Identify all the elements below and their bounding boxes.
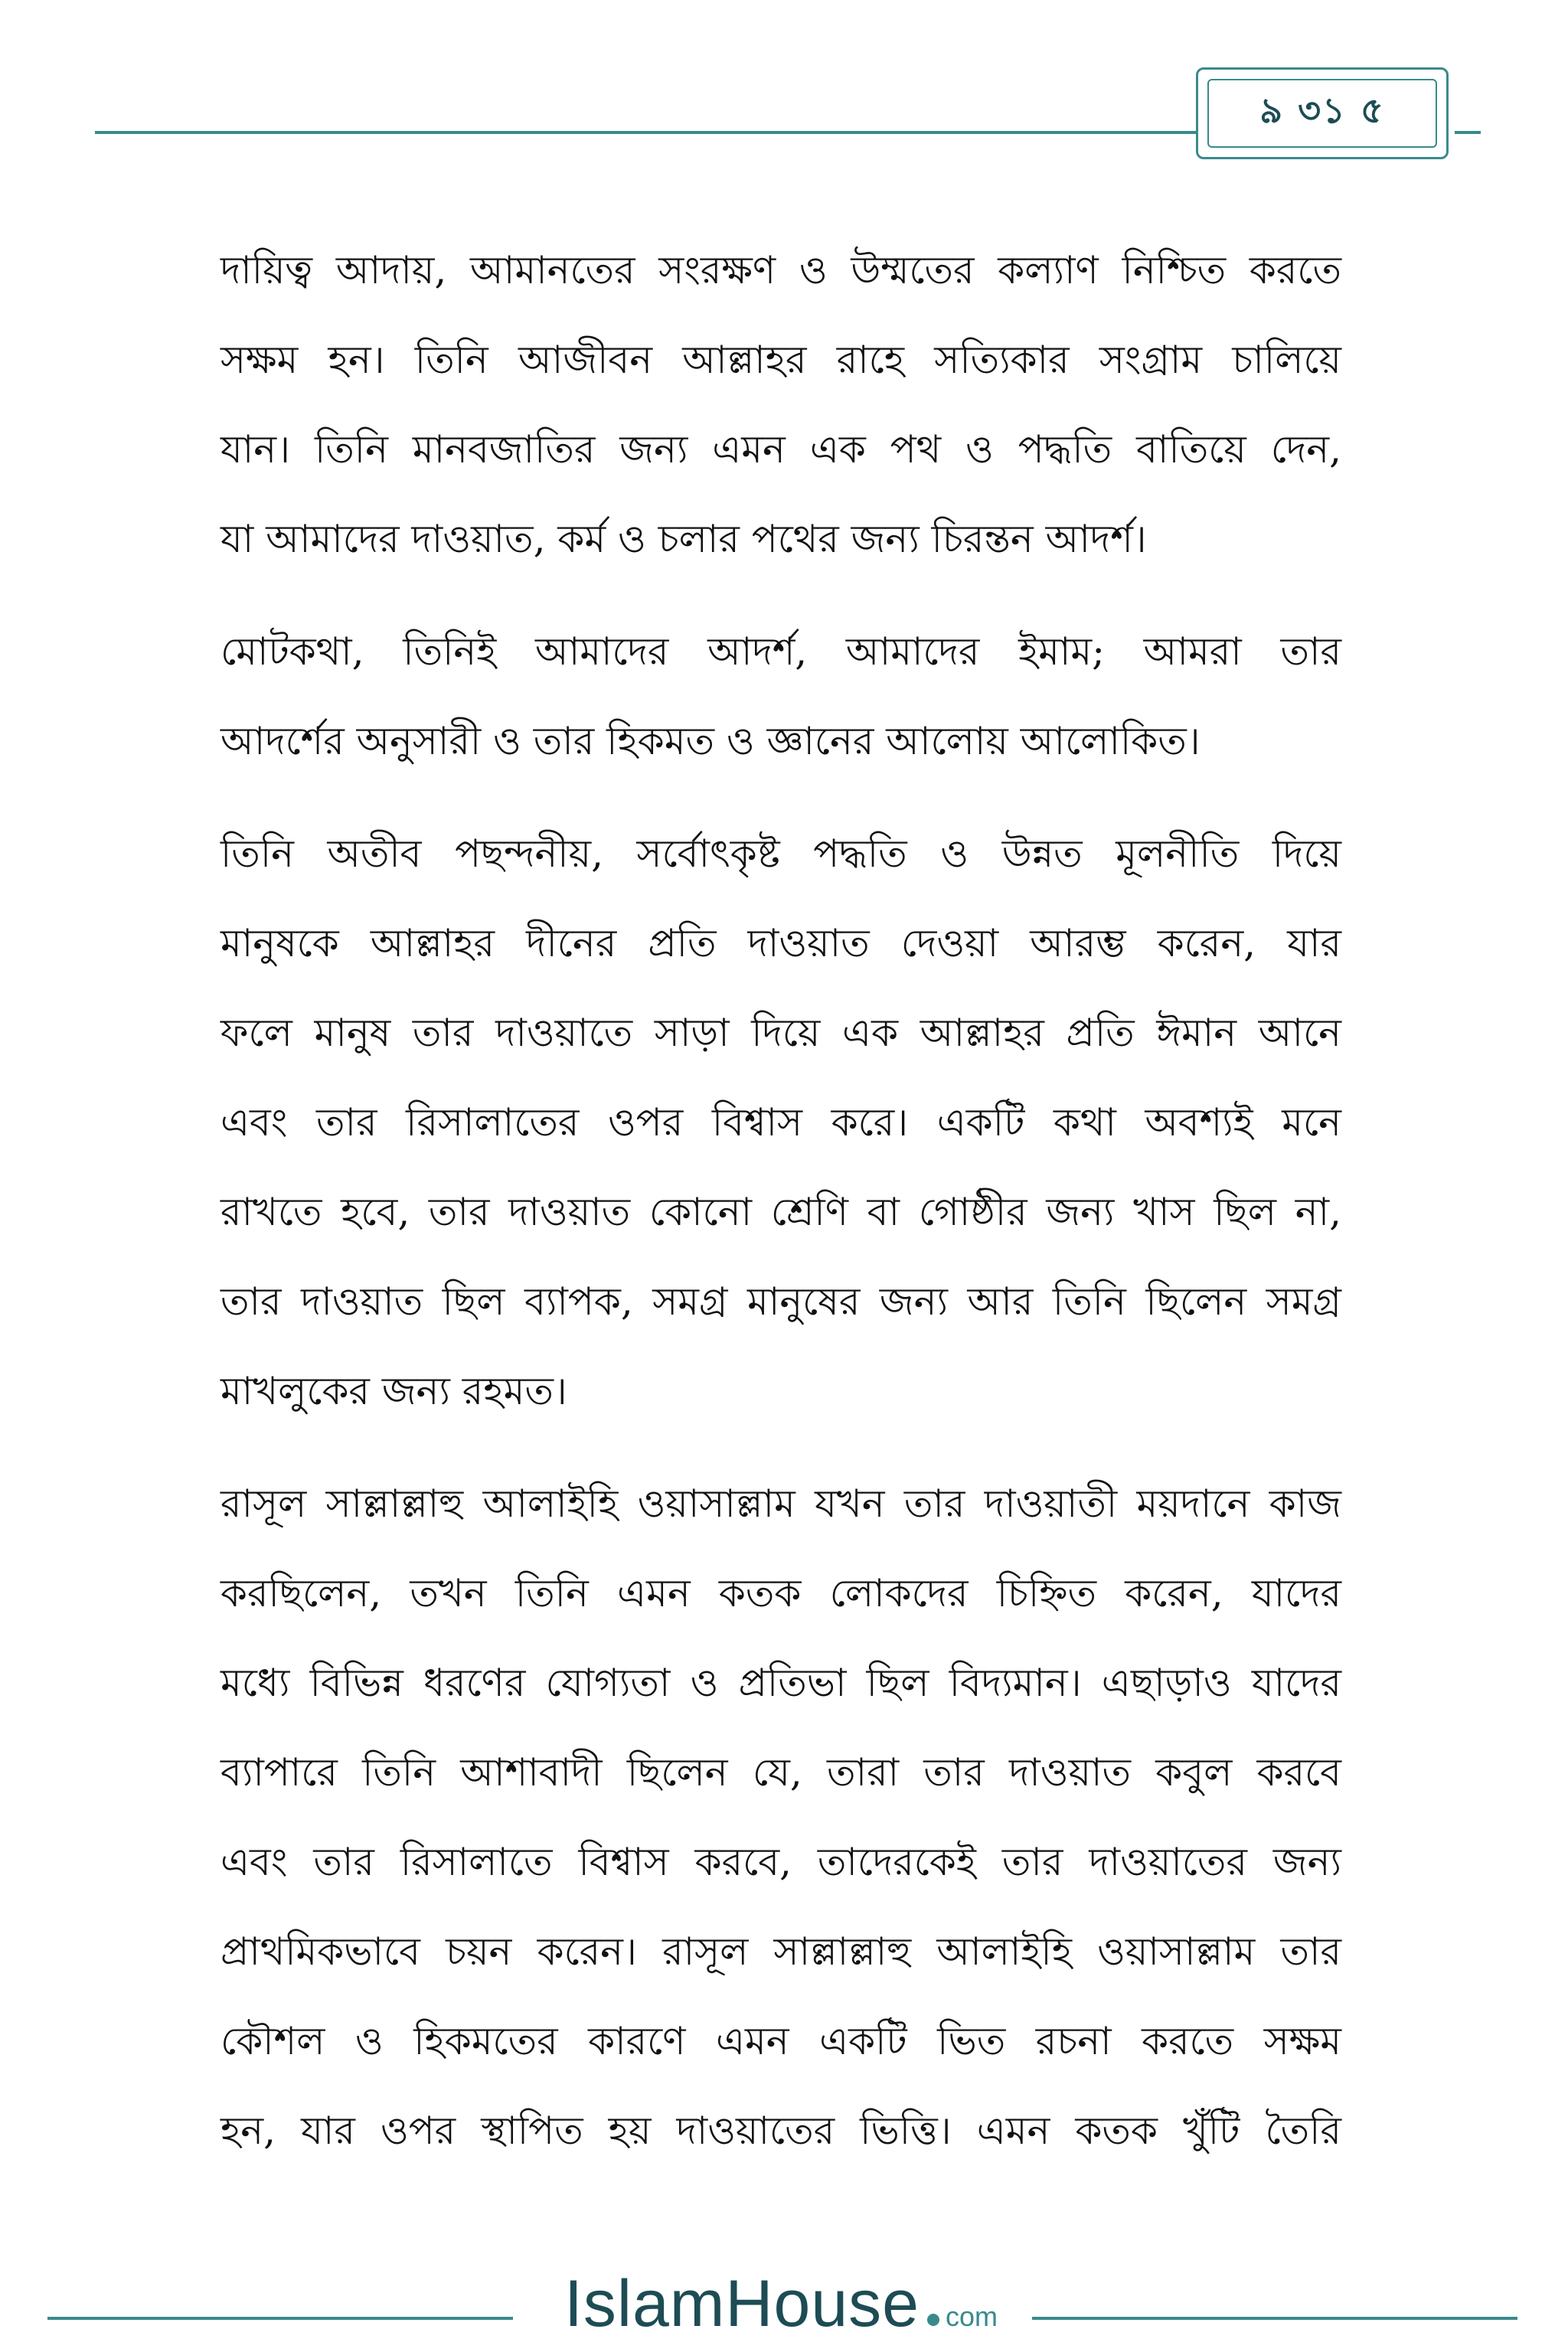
header-rule-right — [1455, 131, 1481, 134]
header-rule-left — [95, 131, 1197, 134]
paragraph-2 — [220, 607, 1341, 786]
text-line: কৌশল ও হিকমতের কারণে এমন একটি ভিত রচনা করতে সক্ষম — [220, 2019, 1341, 2063]
text-line: এবং তার রিসালাতে বিশ্বাস করবে, তাদেরকেই তার দাওয়াতের জন্য — [220, 1840, 1341, 1884]
text-line: আদর্শের অনুসারী ও তার হিকমত ও জ্ঞানের আলোয় আলোকিত। — [220, 719, 1200, 763]
islamhouse-logo — [536, 2266, 1026, 2343]
text-line: রাসূল সাল্লাল্লাহু আলাইহি ওয়াসাল্লাম যখন তার দাওয়াতী ময়দানে কাজ — [220, 1481, 1341, 1526]
text-line: দায়িত্ব আদায়, আমানতের সংরক্ষণ ও উম্মতের কল্যাণ নিশ্চিত করতে — [220, 248, 1341, 292]
text-line: যা আমাদের দাওয়াত, কর্ম ও চলার পথের জন্য চিরন্তন আদর্শ। — [220, 517, 1147, 561]
text-line: মধ্যে বিভিন্ন ধরণের যোগ্যতা ও প্রতিভা ছিল বিদ্যমান। এছাড়াও যাদের — [220, 1661, 1341, 1705]
text-line: প্রাথমিকভাবে চয়ন করেন। রাসূল সাল্লাল্লাহু আলাইহি ওয়াসাল্লাম তার — [220, 1929, 1341, 1974]
logo-wordmark: IslamHouse — [564, 2267, 920, 2341]
paragraph-1 — [220, 226, 1341, 584]
text-line: মাখলুকের জন্য রহমত। — [220, 1369, 567, 1413]
text-line: তার দাওয়াত ছিল ব্যাপক, সমগ্র মানুষের জন্য আর তিনি ছিলেন সমগ্র — [220, 1279, 1341, 1324]
text-line: মানুষকে আল্লাহর দীনের প্রতি দাওয়াত দেওয়া আরম্ভ করেন, যার — [220, 921, 1341, 965]
page-number-frame — [1196, 67, 1449, 159]
page-body — [220, 226, 1341, 2199]
logo-dot-icon — [927, 2314, 939, 2326]
text-line: তিনি অতীব পছন্দনীয়, সর্বোৎকৃষ্ট পদ্ধতি ও উন্নত মূলনীতি দিয়ে — [220, 831, 1341, 876]
paragraph-3 — [220, 809, 1341, 1436]
text-line: এবং তার রিসালাতের ওপর বিশ্বাস করে। একটি কথা অবশ্যই মনে — [220, 1100, 1341, 1145]
text-line: হন, যার ওপর স্থাপিত হয় দাওয়াতের ভিত্তি। এমন কতক খুঁটি তৈরি — [220, 2109, 1341, 2153]
footer-rule-left — [47, 2317, 513, 2320]
paragraph-4 — [220, 1459, 1341, 2176]
text-line: রাখতে হবে, তার দাওয়াত কোনো শ্রেণি বা গোষ্ঠীর জন্য খাস ছিল না, — [220, 1190, 1341, 1234]
footer-rule-right — [1032, 2317, 1517, 2320]
text-line: সক্ষম হন। তিনি আজীবন আল্লাহর রাহে সত্যিকার সংগ্রাম চালিয়ে — [220, 338, 1341, 382]
logo-suffix: com — [946, 2301, 998, 2332]
text-line: মোটকথা, তিনিই আমাদের আদর্শ, আমাদের ইমাম; আমরা তার — [220, 629, 1341, 674]
text-line: যান। তিনি মানবজাতির জন্য এমন এক পথ ও পদ্ধতি বাতিয়ে দেন, — [220, 427, 1341, 472]
text-line: ব্যাপারে তিনি আশাবাদী ছিলেন যে, তারা তার দাওয়াত কবুল করবে — [220, 1750, 1341, 1795]
text-line: করছিলেন, তখন তিনি এমন কতক লোকদের চিহ্নিত করেন, যাদের — [220, 1571, 1341, 1615]
text-line: ফলে মানুষ তার দাওয়াতে সাড়া দিয়ে এক আল্লাহর প্রতি ঈমান আনে — [220, 1011, 1341, 1055]
page-number: ৯ ৩১ ৫ — [1207, 79, 1437, 148]
